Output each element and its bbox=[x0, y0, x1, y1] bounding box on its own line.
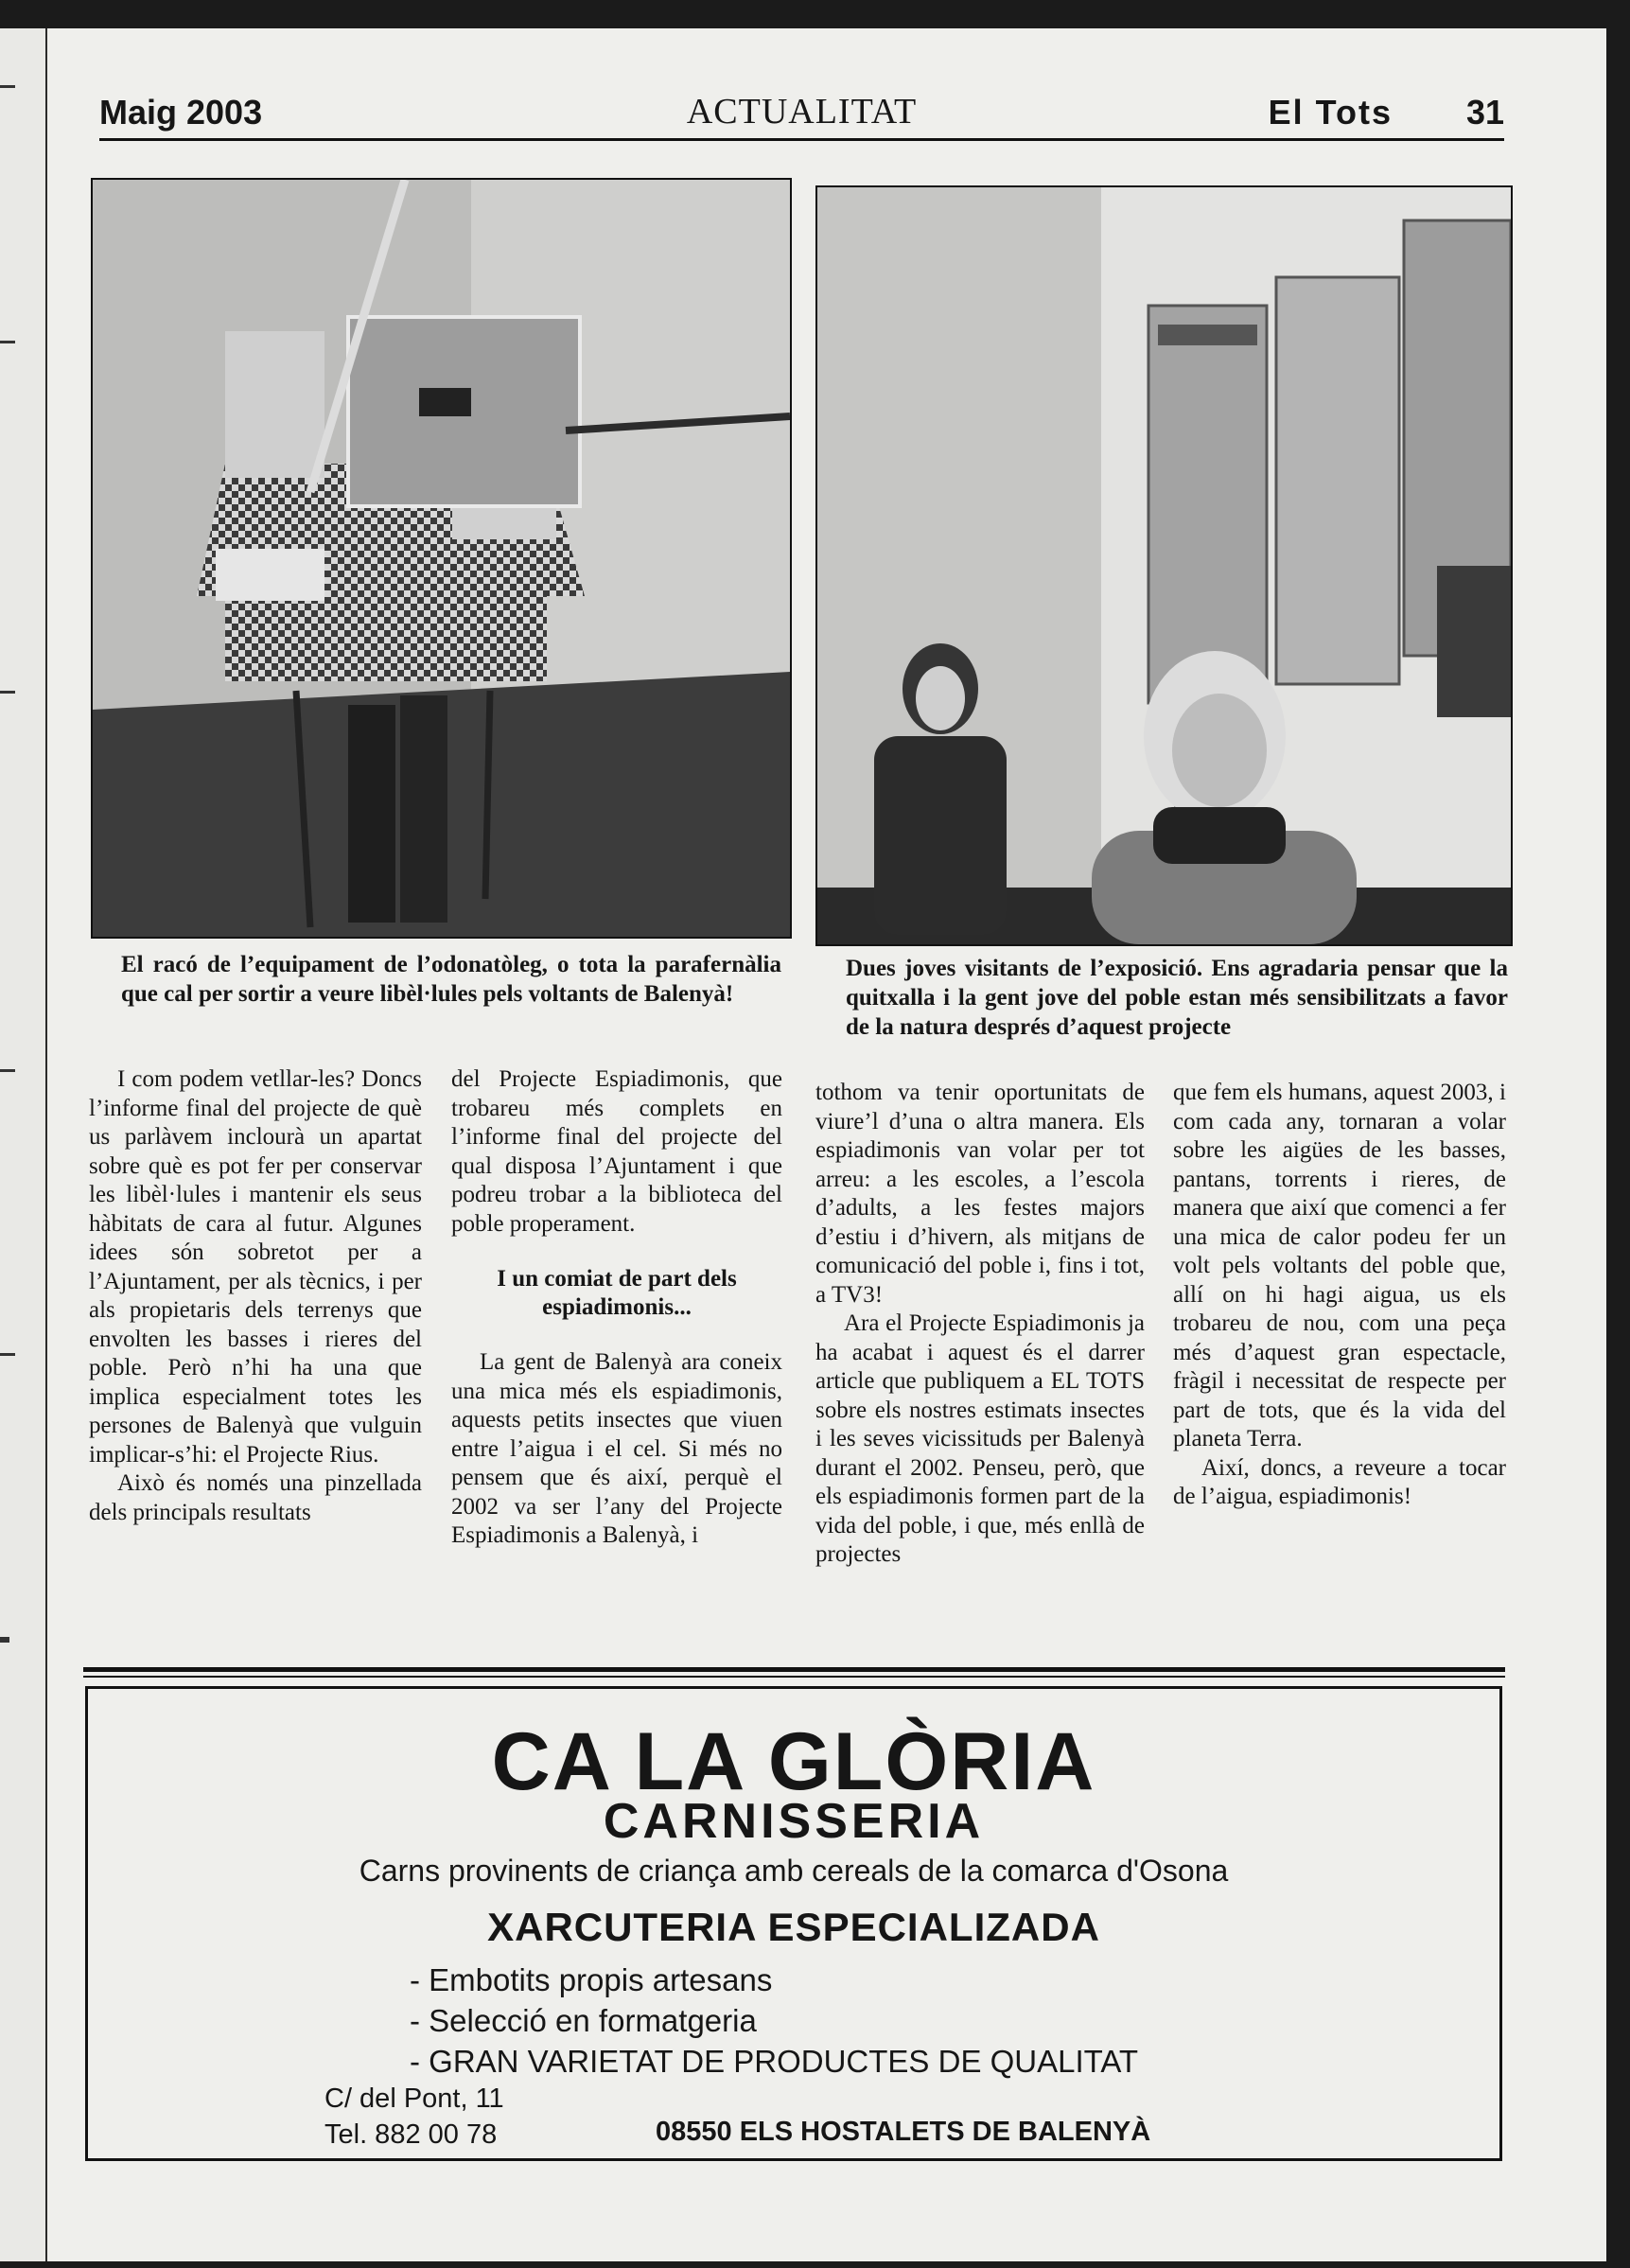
photo-young-visitants bbox=[815, 185, 1513, 946]
section-subheading: I un comiat de part dels espiadimonis... bbox=[497, 1266, 737, 1320]
ad-address: C/ del Pont, 11 bbox=[324, 2083, 504, 2114]
list-item: - Embotits propis artesans bbox=[410, 1962, 773, 1997]
paragraph: La gent de Balenyà ara coneix una mica més els espiadimonis, aquests petits insectes que viuen entre l’aigua i el cel. Si més no pensem que és així, perquè el 2002 va ser l’any del Projecte Espiadimonis a Balenyà, i bbox=[451, 1349, 782, 1548]
right-photo-caption: Dues joves visitants de l’exposició. Ens agradaria pensar que la quitxalla i la gent jove del poble estan més sensibilitzats a favor de la natura després d’aquest projecte bbox=[846, 956, 1508, 1040]
ad-business-name: CA LA GLÒRIA bbox=[491, 1716, 1096, 1807]
advertisement-ca-la-gloria bbox=[85, 1686, 1502, 2161]
paragraph: I com podem vetllar-les? Doncs l’informe final del projecte de què us parlàvem inclourà un apartat sobre què es pot fer per conservar les libèl·lules i mantenir els seus hàbitats de cara al futur. Algunes idees són sobretot per a l’Ajuntament, per als tècnics, i per als propietaris dels terrenys que envolten les basses i rieres del poble. Però n’hi ha una que implica especialment totes les persones de Balenyà que vulguin implicar-s’hi: el Projecte Rius. bbox=[89, 1066, 422, 1468]
ad-specialty: XARCUTERIA ESPECIALIZADA bbox=[487, 1905, 1100, 1949]
ad-separator-rule bbox=[83, 1667, 1505, 1678]
ad-phone: Tel. 882 00 78 bbox=[324, 2119, 498, 2150]
previous-page-edge bbox=[0, 28, 47, 2261]
ad-business-type: CARNISSERIA bbox=[603, 1794, 985, 1849]
article-column-3 bbox=[815, 1079, 1145, 1570]
paragraph: que fem els humans, aquest 2003, i com cada any, tornaran a volar sobre les aigües de les basses, pantans, torrents i rieres, de manera que així que comenci a fer una mica de calor podeu fer un volt pels voltants del poble que, allí on hi hagi aigua, us els trobareu de nou, com una peça més d’aquest gran espectacle, fràgil i necessitat de respecte per part de tots, que és la vida del planeta Terra. bbox=[1173, 1080, 1506, 1451]
publication-name: El Tots bbox=[1268, 93, 1393, 132]
paragraph: tothom va tenir oportunitats de viure’l d’una o altra manera. Els espiadimonis van volar per tot arreu: a les escoles, a l’escola d’adults, a les festes majors d’estiu i d’hivern, als mitjans de comunicació del poble i, fins i tot, a TV3! bbox=[815, 1080, 1145, 1308]
photo-odonatologist-equipment bbox=[91, 178, 792, 939]
ad-product-list bbox=[410, 1960, 1138, 2082]
list-item: - GRAN VARIETAT DE PRODUCTES DE QUALITAT bbox=[410, 2044, 1139, 2079]
article-column-4 bbox=[1173, 1079, 1506, 1512]
paragraph: Ara el Projecte Espiadimonis ja ha acabat i aquest és el darrer article que publiquem a EL TOTS sobre els nostres estimats insectes i les seves vicissituds per Balenyà durant el 2002. Penseu, però, que els espiadimonis formen part de la vida del poble, i que, més enllà de projectes bbox=[815, 1310, 1145, 1567]
page-number: 31 bbox=[1465, 93, 1504, 132]
left-photo-caption: El racó de l’equipament de l’odonatòleg, o tota la parafernàlia que cal per sortir a veure libèl·lules pels voltants de Balenyà! bbox=[121, 952, 781, 1007]
ad-town: 08550 ELS HOSTALETS DE BALENYÀ bbox=[656, 2117, 1151, 2147]
ad-description: Carns provinents de criança amb cereals de la comarca d'Osona bbox=[359, 1854, 1229, 1888]
article-column-2 bbox=[451, 1065, 782, 1551]
section-title: ACTUALITAT bbox=[686, 92, 918, 132]
list-item: - Selecció en formatgeria bbox=[410, 2003, 757, 2038]
paragraph: Així, doncs, a reveure a tocar de l’aigua, espiadimonis! bbox=[1173, 1454, 1506, 1509]
article-column-1 bbox=[89, 1065, 422, 1527]
issue-date: Maig 2003 bbox=[99, 93, 263, 132]
paragraph: Això és només una pinzellada dels principals resultats bbox=[89, 1470, 422, 1525]
paragraph: del Projecte Espiadimonis, que trobareu més complets en l’informe final del projecte del qual disposa l’Ajuntament i que podreu trobar a la biblioteca del poble properament. bbox=[451, 1066, 782, 1237]
page-header bbox=[99, 72, 1504, 141]
ad-contact bbox=[324, 2081, 504, 2153]
